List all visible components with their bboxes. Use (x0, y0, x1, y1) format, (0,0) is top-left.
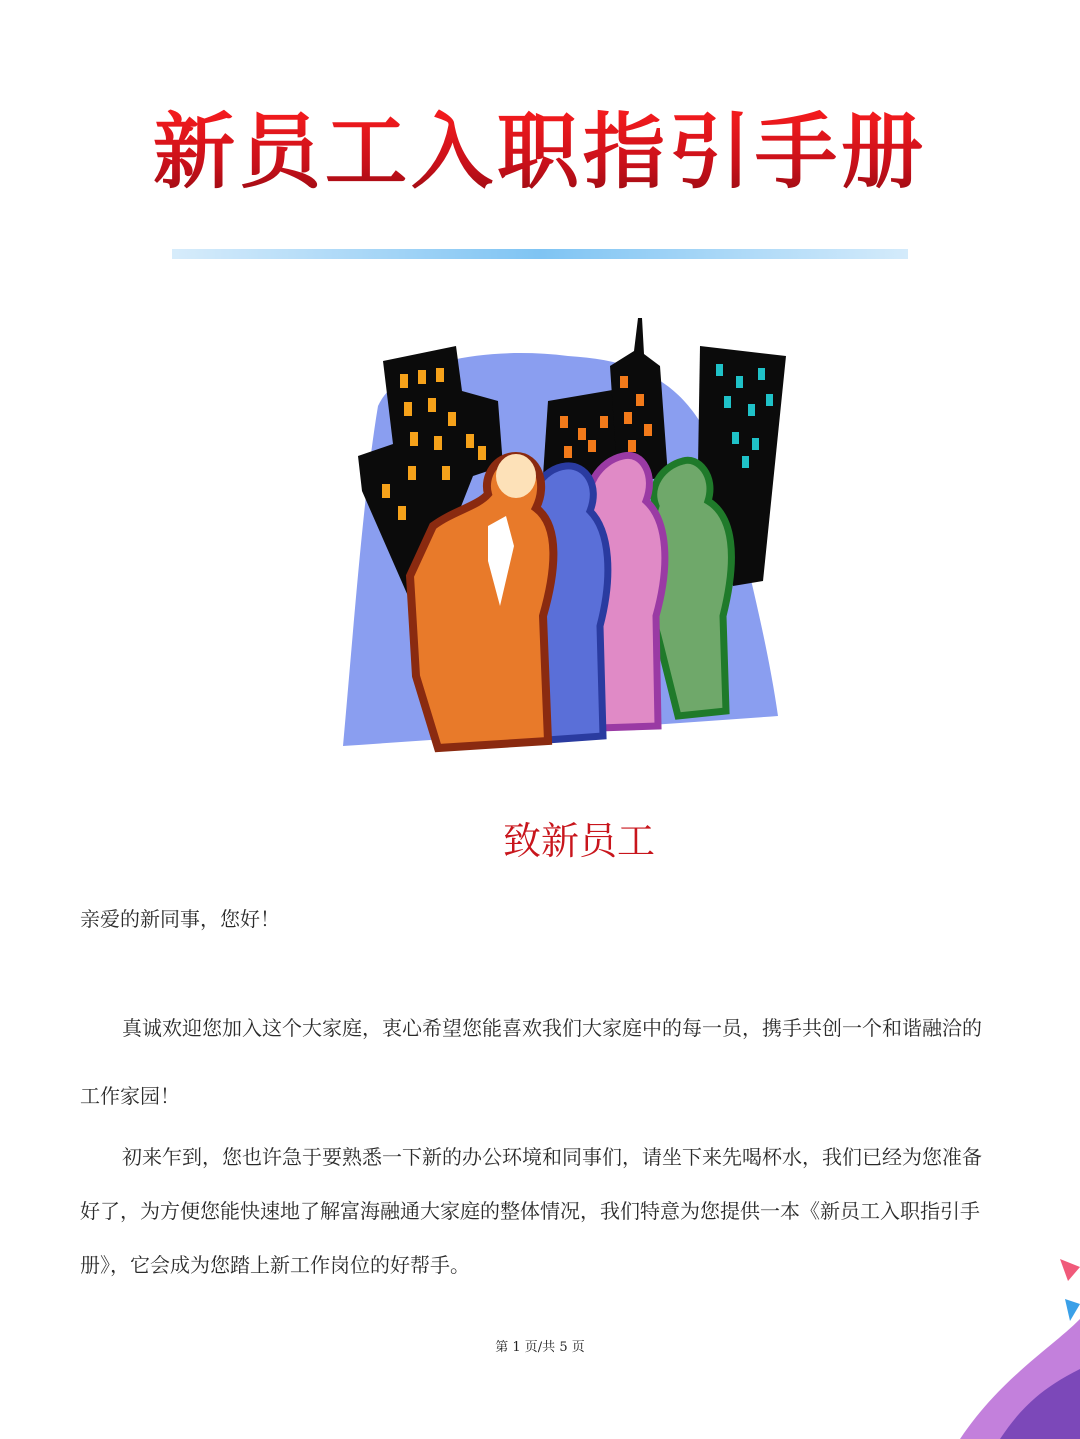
corner-decoration-icon (880, 1259, 1080, 1439)
paragraph-line: 初来乍到，您也许急于要熟悉一下新的办公环境和同事们，请坐下来先喝杯水，我们已经为您准备 (122, 1145, 982, 1169)
paragraph-welcome (80, 994, 1005, 1130)
paragraph-line: 好了，为方便您能快速地了解富海融通大家庭的整体情况，我们特意为您提供一本《新员工入职指引手 (80, 1199, 980, 1223)
city-people-clipart-icon (338, 316, 788, 756)
paragraph-handbook (80, 1130, 1005, 1292)
paragraph-line: 真诚欢迎您加入这个大家庭，衷心希望您能喜欢我们大家庭中的每一员，携手共创一个和谐融洽的 (122, 1016, 982, 1040)
greeting-text: 亲爱的新同事，您好！ (80, 907, 280, 931)
page-number: 第 1 页/共 5 页 (495, 1340, 585, 1355)
paragraph-line: 工作家园！ (80, 1084, 180, 1108)
title-underline (172, 249, 908, 259)
paragraph-line: 册》，它会成为您踏上新工作岗位的好帮手。 (80, 1253, 470, 1277)
section-heading: 致新员工 (503, 819, 656, 863)
document-title: 新员工入职指引手册 (0, 98, 1080, 208)
